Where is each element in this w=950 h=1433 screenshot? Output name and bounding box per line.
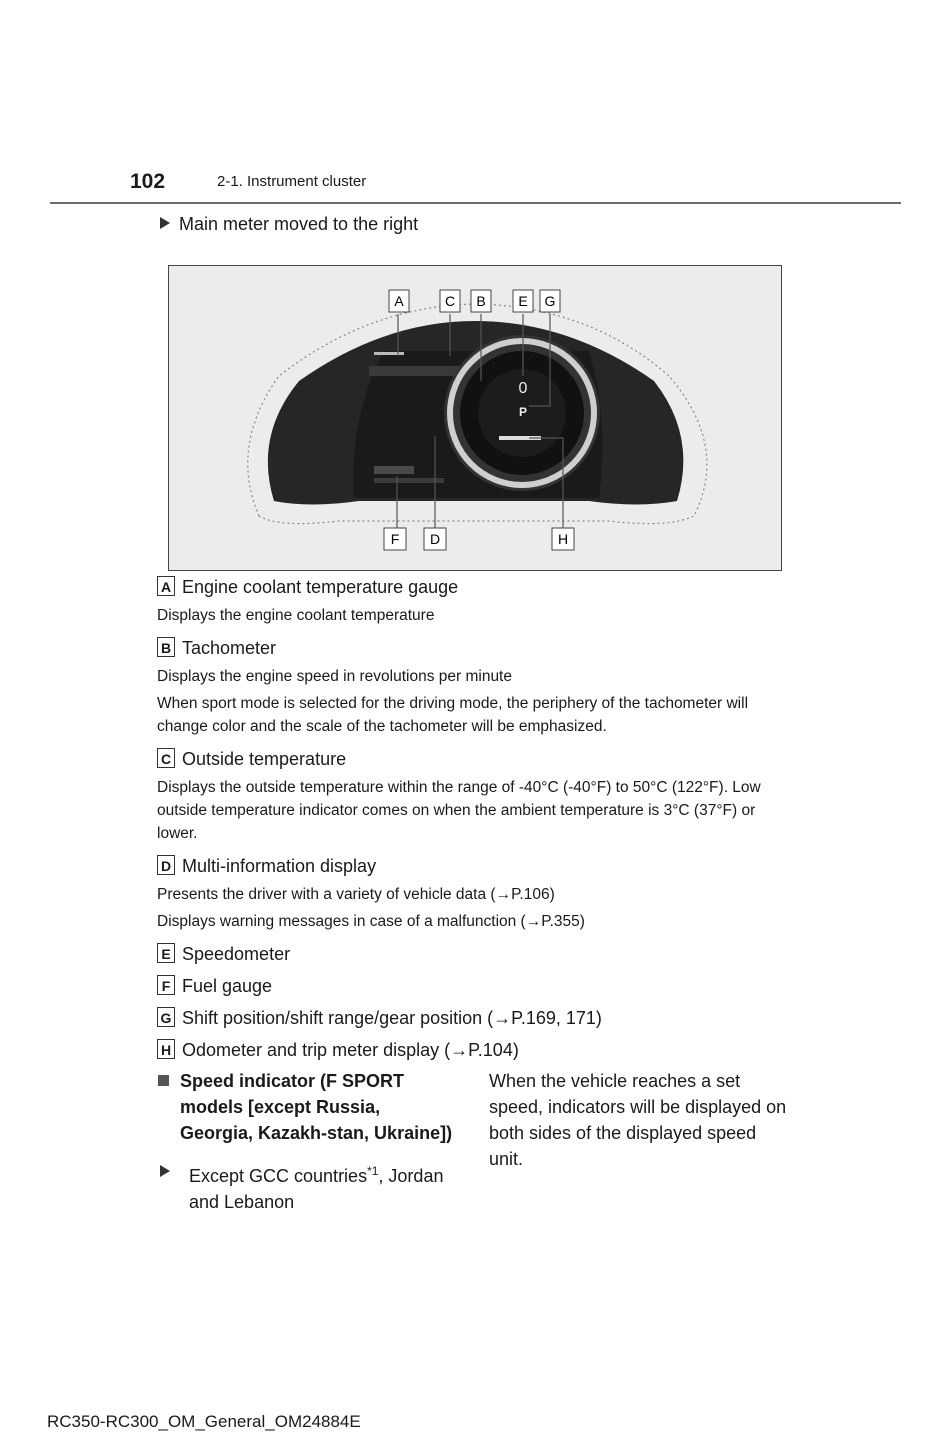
footnote-ref: *1 — [367, 1164, 379, 1178]
bullet-arrow-icon-2 — [160, 1165, 180, 1177]
item-b-title: Tachometer — [182, 638, 277, 658]
item-b-desc-1: When sport mode is selected for the driving mode, the periphery of the tachometer will change color and the scale of the tachometer will be emphasized. — [157, 695, 749, 735]
item-g-title: Shift position/shift range/gear position (→P.169, 171) — [182, 1008, 602, 1028]
item-c-desc-0: Displays the outside temperature within the range of -40°C (-40°F) to 50°C (122°F). Low outside temperature indicator comes on when the ambient temperature is 3°C (37°F) or lower. — [157, 779, 761, 842]
callout-a: A — [394, 293, 404, 309]
item-f — [157, 975, 797, 997]
item-g — [157, 1007, 797, 1029]
gear-readout: P — [518, 405, 528, 419]
item-c-title: Outside temperature — [182, 749, 347, 769]
item-a-title: Engine coolant temperature gauge — [182, 577, 459, 597]
item-d-title: Multi-information display — [182, 856, 377, 876]
callout-g: G — [544, 293, 556, 309]
item-h — [157, 1039, 797, 1061]
callout-d: D — [429, 531, 441, 547]
callout-h: H — [557, 531, 569, 547]
instrument-cluster-illustration — [169, 266, 781, 570]
label-box-d: D — [157, 855, 175, 875]
header-rule — [50, 202, 901, 204]
callout-f: F — [390, 531, 400, 547]
item-e-title: Speedometer — [182, 944, 291, 964]
intro-bullet-text: Main meter moved to the right — [179, 214, 419, 234]
item-d — [157, 855, 797, 877]
callout-e: E — [518, 293, 528, 309]
item-h-title: Odometer and trip meter display (→P.104) — [182, 1040, 519, 1060]
page-number: 102 — [130, 170, 166, 193]
label-box-g: G — [157, 1007, 175, 1027]
item-d-desc-0: Presents the driver with a variety of vehicle data (→P.106) — [157, 886, 555, 903]
instrument-cluster-figure — [168, 265, 782, 571]
label-box-f: F — [157, 975, 175, 995]
item-b-desc-0: Displays the engine speed in revolutions per minute — [157, 668, 512, 685]
item-f-title: Fuel gauge — [182, 976, 273, 996]
label-box-b: B — [157, 637, 175, 657]
bullet-arrow-icon — [160, 217, 170, 229]
speed-indicator-heading: Speed indicator (F SPORT models [except Russia, Georgia, Kazakh-stan, Ukraine]) — [180, 1071, 453, 1143]
section-title: 2-1. Instrument cluster — [217, 173, 367, 190]
item-c — [157, 748, 797, 770]
item-a-desc-0: Displays the engine coolant temperature — [157, 607, 435, 624]
item-d-desc-1: Displays warning messages in case of a malfunction (→P.355) — [157, 913, 585, 930]
speed-indicator-text: When the vehicle reaches a set speed, indicators will be displayed on both sides of the displayed speed unit. — [489, 1071, 787, 1169]
label-box-e: E — [157, 943, 175, 963]
square-bullet-icon — [158, 1075, 169, 1086]
intro-bullet — [160, 214, 418, 235]
callout-b: B — [476, 293, 486, 309]
except-text: Except GCC countries — [189, 1166, 368, 1186]
document-footer: RC350-RC300_OM_General_OM24884E — [47, 1412, 361, 1431]
label-box-c: C — [157, 748, 175, 768]
speed-indicator-heading-block — [158, 1068, 458, 1146]
label-box-h: H — [157, 1039, 175, 1059]
speed-readout: 0 — [518, 380, 528, 397]
item-a — [157, 576, 797, 598]
except-bullet — [160, 1158, 450, 1215]
item-e — [157, 943, 797, 965]
callout-c: C — [444, 293, 456, 309]
label-box-a: A — [157, 576, 175, 596]
except-rest: , Jordan and Lebanon — [189, 1166, 444, 1212]
legend-list — [157, 576, 797, 1061]
item-b — [157, 637, 797, 659]
